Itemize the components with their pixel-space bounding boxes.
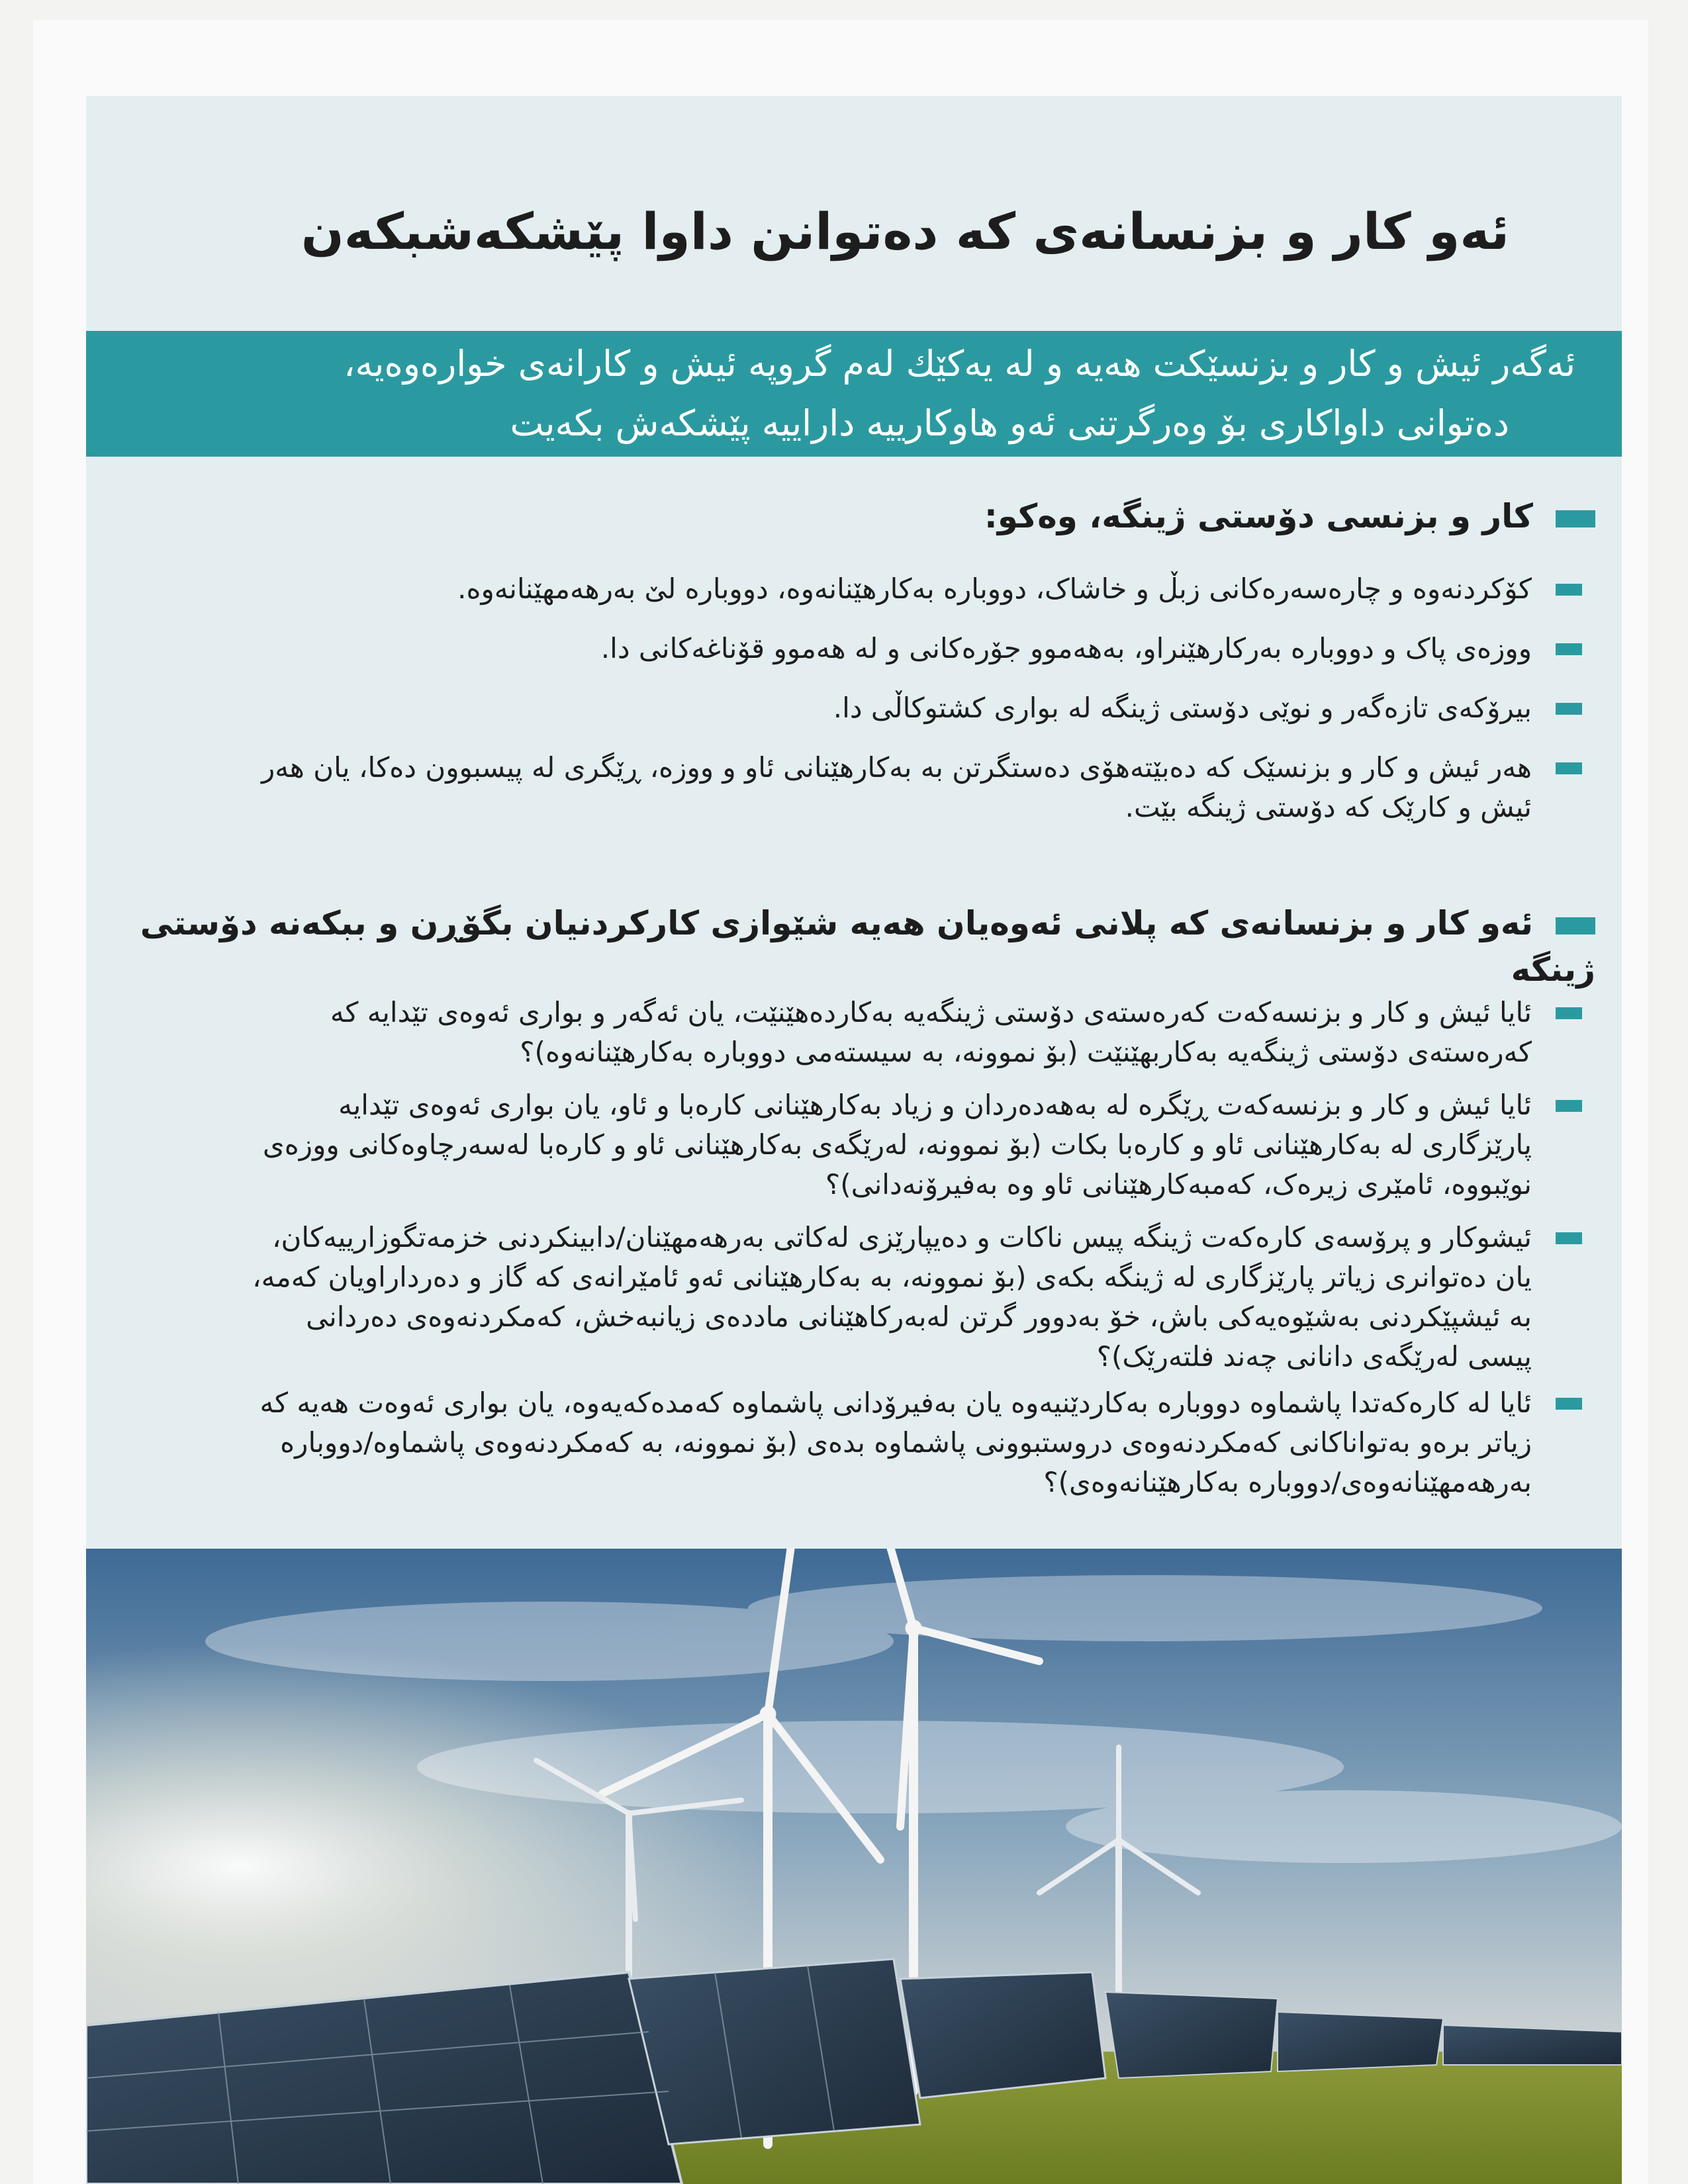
list-item: بیرۆکەی تازەگەر و نوێی دۆستی ژینگە لە بواری کشتوکاڵی دا. [245,688,1582,728]
list-item: ئیشوکار و پرۆسەی کارەکەت ژینگە پیس ناکات و دەیپارێزی لەکاتی بەرهەمهێنان/دابینکردنی خزمەتگوزارییەکان، یان دەتوانری زیاتر پارێزگاری لە ژینگە بکەی (بۆ نموونە، بە بەکارهێنانی ئەو ئامێرانەی کە گاز و دەرداراویان کەمە، بە ئیشپێکردنی بەشێوەیەکی باش، خۆ بەدوور گرتن لەبەرکاهێنانی ماددەی زیانبەخش، کەمکردنەوەی دەردانی پیسی لەرێگەی دانانی چەند فلتەرێک)؟ [245,1218,1582,1377]
section-marker-icon [1556,510,1595,527]
intro-line-2: دەتوانی داواکاری بۆ وەرگرتنی ئەو هاوکارییە دارایيە پێشکەش بکەیت [510,402,1509,444]
list-item: کۆکردنەوە و چارەسەرەکانی زبڵ و خاشاک، دووبارە بەکارهێنانەوە، دووبارە لێ بەرهەمهێنانەوە. [245,569,1582,609]
page-title: ئەو کار و بزنسانەی کە دەتوانن داوا پێشکەشبکەن [301,202,1509,261]
bullet-icon [1556,703,1582,715]
bullet-icon [1556,584,1582,596]
list-item: ووزەی پاک و دووبارە بەرکارهێنراو، بەهەموو جۆرەکانی و لە هەموو قۆناغەکانی دا. [245,629,1582,668]
bullet-icon [1556,1100,1582,1112]
section-1-heading [139,493,1595,539]
bullet-icon [1556,643,1582,655]
list-item: ئایا ئیش و کار و بزنسەکەت ڕێگرە لە بەهەدەردان و زیاد بەکارهێنانی کارەبا و ئاو، یان بواری ئەوەی تێدایە پارێزگاری لە بەکارهێنانی ئاو و کارەبا بکات (بۆ نموونە، لەرێگەی بەکارهێنانی ئاو و کارەبا لەسەرچاوەکانی ووزەی نوێبووە، ئامێری زیرەک، کەمبەکارهێنانی ئاو وە بەفیرۆنەدانی)؟ [245,1085,1582,1205]
bullet-icon [1556,1007,1582,1019]
renewable-energy-photo [86,1549,1622,2184]
intro-line-1: ئەگەر ئیش و کار و بزنسێکت هەیە و لە یەکێك لەم گروپە ئیش و کارانەی خوارەوەیە، [344,343,1575,385]
bullet-icon [1556,1398,1582,1410]
list-item: ئایا ئیش و کار و بزنسەکەت کەرەستەی دۆستی ژینگەیە بەکاردەهێنێت، یان ئەگەر و بواری ئەوەی تێدایە کە کەرەستەی دۆستی ژینگەیە بەکاربهێنێت (بۆ نموونە، بە سیستەمی دووبارە بەکارهێنانەوە)؟ [245,993,1582,1072]
bullet-icon [1556,762,1582,774]
bullet-icon [1556,1232,1582,1244]
section-2-heading [139,900,1595,993]
section-marker-icon [1556,917,1595,934]
section-1-heading-text: کار و بزنسی دۆستی ژینگە، وەکو: [984,497,1533,535]
section-2-heading-text: ئەو کار و بزنسانەی کە پلانی ئەوەیان هەیە شێوازی کارکردنیان بگۆڕن و ببکەنە دۆستی ژینگە [140,904,1595,989]
wind-solar-illustration [86,1549,1622,2184]
list-item: ئایا لە کارەکەتدا پاشماوە دووبارە بەکاردێنیەوە یان بەفیرۆدانی پاشماوە کەمدەکەیەوە، یان بواری ئەوەت هەیە کە زیاتر برەو بەتواناکانی کەمکردنەوەی دروستبوونی پاشماوە بدەی (بۆ نموونە، بە کەمکردنەوەی پاشماوە/دووبارە بەرهەمهێنانەوەی/دووبارە بەکارهێنانەوەی)؟ [245,1383,1582,1502]
intro-banner [86,331,1622,457]
list-item: هەر ئیش و کار و بزنسێک کە دەبێتەهۆی دەستگرتن بە بەکارهێنانی ئاو و ووزە، ڕێگری لە پیسبوون دەکا، یان هەر ئیش و کارێک کە دۆستی ژینگە بێت. [245,748,1582,827]
